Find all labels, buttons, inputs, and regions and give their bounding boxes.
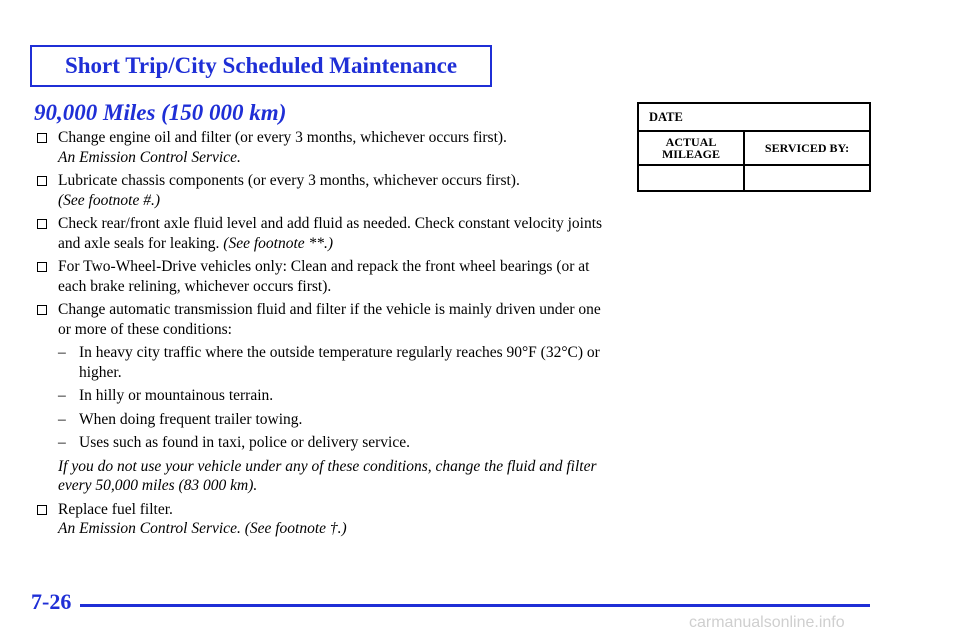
condition-text: Uses such as found in taxi, police or delivery service.: [79, 434, 411, 451]
footer-divider: [80, 604, 870, 607]
checklist-item-transmission: [37, 300, 617, 339]
mileage-entry-cell: [638, 165, 744, 191]
checkbox-icon: [37, 262, 47, 272]
condition-item: [37, 410, 617, 430]
checkbox-icon: [37, 176, 47, 186]
condition-item: [37, 386, 617, 406]
date-cell: DATE: [638, 103, 870, 131]
checkbox-icon: [37, 133, 47, 143]
item-text: Change engine oil and filter (or every 3 months, whichever occurs first).: [58, 129, 507, 146]
dash-bullet: –: [58, 410, 66, 428]
item-text: Lubricate chassis components (or every 3 months, whichever occurs first).: [58, 172, 520, 189]
checklist-item-fuel-filter: [37, 500, 617, 539]
serviced-by-entry-cell: [744, 165, 870, 191]
item-note: An Emission Control Service.: [58, 148, 241, 166]
page-header-title: Short Trip/City Scheduled Maintenance: [64, 53, 458, 78]
service-record-table: [637, 102, 871, 192]
item-text: Replace fuel filter.: [58, 500, 173, 518]
item-note: An Emission Control Service. (See footnote †.): [58, 520, 347, 537]
item-text: Check rear/front axle fluid level and add fluid as needed. Check constant velocity joints and axle seals for leaking.: [58, 215, 603, 252]
serviced-by-header: SERVICED BY:: [744, 131, 870, 165]
checklist-item-axle: [37, 214, 617, 253]
item-text: For Two-Wheel-Drive vehicles only: Clean and repack the front wheel bearings (or at each brake relining, whichever occurs first).: [58, 258, 590, 295]
page-number: 7-26: [31, 589, 72, 614]
item-note: (See footnote **.): [223, 234, 334, 252]
checklist-item-wheel-bearings: [37, 257, 617, 296]
header-box: [30, 45, 492, 87]
checkbox-icon: [37, 505, 47, 515]
dash-bullet: –: [58, 387, 66, 404]
section-title: 90,000 Miles (150 000 km): [34, 100, 287, 125]
dash-bullet: –: [58, 434, 66, 451]
condition-item: [37, 343, 617, 382]
checklist-item-chassis: [37, 171, 617, 210]
checklist-item-oil: [37, 128, 617, 167]
actual-mileage-header: ACTUAL MILEAGE: [638, 131, 744, 165]
condition-text: In hilly or mountainous terrain.: [79, 387, 274, 404]
checkbox-icon: [37, 219, 47, 229]
item-note: (See footnote #.): [58, 191, 161, 209]
item-text: Change automatic transmission fluid and filter if the vehicle is mainly driven under one or more of these conditions:: [58, 301, 601, 338]
transmission-note: If you do not use your vehicle under any of these conditions, change the fluid and filter every 50,000 miles (83 000 km).: [58, 457, 597, 494]
maintenance-content: [37, 128, 617, 543]
dash-bullet: –: [58, 344, 66, 361]
watermark: carmanualsonline.info: [689, 614, 845, 631]
condition-text: When doing frequent trailer towing.: [79, 410, 303, 428]
checkbox-icon: [37, 305, 47, 315]
condition-item: [37, 433, 617, 453]
condition-text: In heavy city traffic where the outside temperature regularly reaches 90°F (32°C) or higher.: [79, 344, 600, 381]
